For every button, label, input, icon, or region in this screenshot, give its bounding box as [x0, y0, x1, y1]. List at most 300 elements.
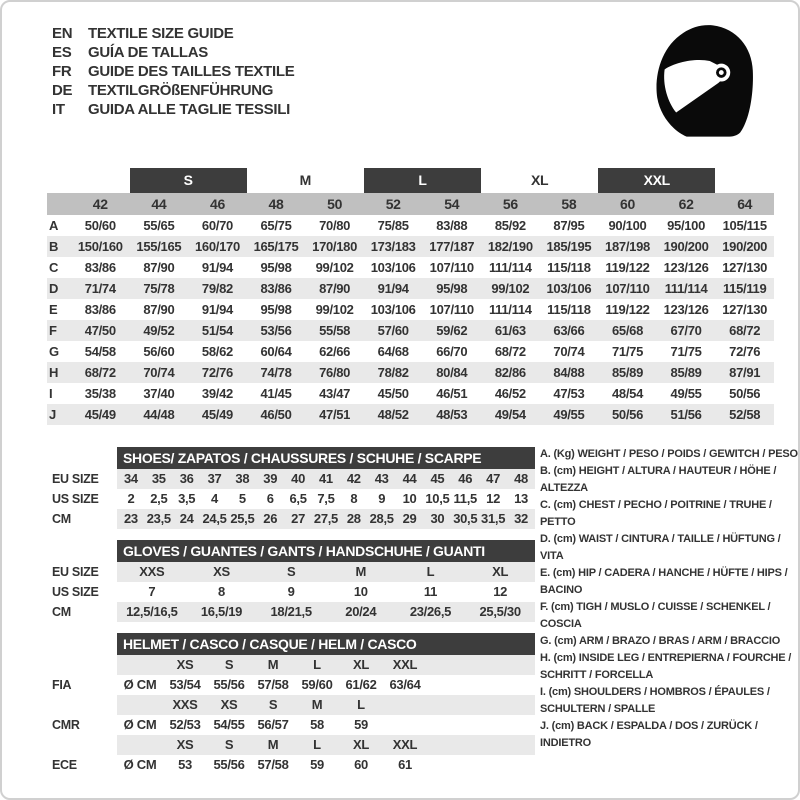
measurement-cell: 87/95: [553, 218, 585, 233]
measurement-cell: 91/94: [201, 260, 233, 275]
shoes-us-cell: 2,5: [145, 489, 173, 509]
measurement-cell: 60/70: [201, 218, 233, 233]
measurement-cell: 85/92: [494, 218, 526, 233]
shoes-us-cell: 7,5: [312, 489, 340, 509]
measurement-cell: 53/56: [247, 320, 306, 341]
measurement-cell: 105/115: [722, 218, 767, 233]
measurement-cell: 74/78: [247, 362, 306, 383]
measurement-cell: 190/200: [657, 236, 716, 257]
shoes-us-cell: 10,5: [423, 489, 451, 509]
table-row: [47, 341, 774, 362]
measurement-cell: 68/72: [494, 344, 526, 359]
measurement-rows: [47, 215, 774, 425]
row-label-fia: FIA: [47, 675, 117, 695]
measurement-cell: 70/80: [319, 218, 351, 233]
legend-item: F. (cm) TIGH / MUSLO / CUISSE / SCHENKEL / COSCIA: [540, 601, 771, 630]
shoes-cm-cell: 28: [340, 509, 368, 529]
gloves-cm-cell: 23/26,5: [396, 602, 466, 622]
measurement-cell: 47/51: [305, 404, 364, 425]
shoes-eu-cell: 42: [340, 469, 368, 489]
fia-size-cell: L: [295, 655, 339, 675]
measurement-cell: 85/89: [657, 362, 716, 383]
measurement-cell: 182/190: [481, 236, 540, 257]
measurement-cell: 99/102: [481, 278, 540, 299]
measurement-cell: 83/88: [436, 218, 468, 233]
gloves-us-cell: 8: [187, 582, 257, 602]
spacer: [47, 447, 117, 469]
row-label: B: [47, 236, 71, 257]
fia-size-cell: XXL: [383, 655, 427, 675]
measurement-cell: 67/70: [657, 320, 716, 341]
gloves-cm-row: [47, 602, 535, 622]
measurement-cell: 79/82: [188, 278, 247, 299]
measurement-cell: 46/50: [247, 404, 306, 425]
measurement-cell: 48/54: [611, 386, 644, 401]
lang-row-de: [52, 81, 294, 100]
measurement-cell: 54/58: [84, 344, 116, 359]
ece-value-cell: 53: [163, 755, 207, 775]
spacer: [47, 633, 117, 655]
page-title-it: GUIDA ALLE TAGLIE TESSILI: [88, 101, 290, 118]
measurement-cell: 190/200: [715, 236, 774, 257]
measurement-cell: 49/52: [130, 320, 189, 341]
size-header-cell: 48: [247, 193, 306, 215]
legend-item: A. (Kg) WEIGHT / PESO / POIDS / GEWITCH / PESO: [540, 448, 798, 460]
measurement-cell: 87/91: [715, 362, 774, 383]
ece-value-cell: [427, 755, 535, 775]
measurement-cell: 55/65: [143, 218, 175, 233]
measurement-cell: 58/62: [201, 344, 233, 359]
shoes-section-title: SHOES/ ZAPATOS / CHAUSSURES / SCHUHE / SCARPE: [117, 447, 535, 469]
measurement-cell: 39/42: [201, 386, 233, 401]
measurement-cell: 187/198: [598, 236, 657, 257]
diameter-label: Ø CM: [117, 715, 163, 735]
ece-value-cell: 57/58: [251, 755, 295, 775]
gloves-us-cell: 7: [117, 582, 187, 602]
row-label-cm: CM: [47, 509, 117, 529]
gloves-us-cell: 12: [465, 582, 535, 602]
measurement-cell: 119/122: [605, 302, 650, 317]
measurement-cell: 62/66: [319, 344, 351, 359]
size-header-cell: 46: [188, 193, 247, 215]
size-group-s: S: [130, 168, 247, 193]
ece-sizes-row: [47, 735, 535, 755]
measurement-cell: 46/52: [494, 386, 526, 401]
fia-size-cell: XL: [339, 655, 383, 675]
spacer: [117, 655, 163, 675]
shoes-us-cell: 8: [340, 489, 368, 509]
gloves-cm-cell: 25,5/30: [465, 602, 535, 622]
measurement-cell: 155/165: [130, 236, 189, 257]
ece-size-cell: XXL: [383, 735, 427, 755]
measurement-cell: 103/106: [370, 302, 416, 317]
measurement-cell: 165/175: [247, 236, 306, 257]
table-row: [47, 404, 774, 425]
measurement-cell: 63/66: [540, 320, 599, 341]
spacer: [715, 168, 774, 193]
spacer: [47, 735, 117, 755]
shoes-eu-cell: 46: [451, 469, 479, 489]
gloves-cm-cell: 20/24: [326, 602, 396, 622]
gloves-eu-cell: XS: [187, 562, 257, 582]
size-header-cell: 64: [715, 193, 774, 215]
row-label: E: [49, 302, 58, 317]
measurement-cell: 115/119: [715, 278, 774, 299]
measurement-cell: 65/68: [598, 320, 657, 341]
gloves-eu-cell: XL: [465, 562, 535, 582]
lang-row-it: [52, 100, 294, 119]
measurement-cell: 71/75: [611, 344, 644, 359]
lang-code: DE: [52, 82, 73, 99]
page-title-fr: GUIDE DES TAILLES TEXTILE: [88, 63, 295, 80]
measurement-cell: 111/114: [488, 302, 532, 317]
size-header-cell: 62: [657, 193, 716, 215]
shoes-cm-cell: 30: [423, 509, 451, 529]
row-label: G: [49, 344, 59, 359]
measurement-cell: 45/49: [188, 404, 247, 425]
measurement-cell: 75/78: [130, 278, 189, 299]
measurement-cell: 50/56: [729, 386, 761, 401]
spacer: [117, 735, 163, 755]
measurement-cell: 95/98: [260, 302, 292, 317]
measurement-cell: 173/183: [364, 236, 423, 257]
legend-item: J. (cm) BACK / ESPALDA / DOS / ZURÜCK / INDIETRO: [540, 720, 758, 749]
legend-item: H. (cm) INSIDE LEG / ENTREPIERNA / FOURCHE / SCHRITT / FORCELLA: [540, 652, 792, 681]
legend-item: D. (cm) WAIST / CINTURA / TAILLE / HÜFTUNG / VITA: [540, 533, 781, 562]
legend-item: B. (cm) HEIGHT / ALTURA / HAUTEUR / HÖHE / ALTEZZA: [540, 465, 777, 494]
measurement-cell: 52/58: [715, 404, 774, 425]
shoes-us-cell: 5: [228, 489, 256, 509]
measurement-cell: 49/54: [481, 404, 540, 425]
row-label-eu-size: EU SIZE: [47, 562, 117, 582]
gloves-section-title: GLOVES / GUANTES / GANTS / HANDSCHUHE / GUANTI: [117, 540, 535, 562]
measurement-cell: 160/170: [188, 236, 247, 257]
measurement-cell: 48/52: [364, 404, 423, 425]
measurement-cell: 84/88: [540, 362, 599, 383]
measurement-cell: 99/102: [315, 260, 354, 275]
gloves-us-cell: 10: [326, 582, 396, 602]
shoes-cm-cell: 23,5: [145, 509, 173, 529]
size-header-cell: 56: [481, 193, 540, 215]
table-row: [47, 278, 774, 299]
fia-size-cell: S: [207, 655, 251, 675]
row-label: J: [47, 404, 71, 425]
measurement-cell: 91/94: [364, 278, 423, 299]
shoes-eu-cell: 38: [228, 469, 256, 489]
lang-code: EN: [52, 25, 73, 42]
textile-size-table: [47, 168, 774, 425]
measurement-cell: 51/54: [188, 320, 247, 341]
fia-sizes-row: [47, 655, 535, 675]
lang-code: FR: [52, 63, 72, 80]
measurement-cell: 85/89: [598, 362, 657, 383]
size-header-cell: 42: [71, 193, 130, 215]
measurement-cell: 83/86: [84, 302, 116, 317]
gloves-us-cell: 9: [256, 582, 326, 602]
measurement-cell: 35/38: [84, 386, 116, 401]
cmr-sizes-row: [47, 695, 535, 715]
measurement-cell: 75/85: [377, 218, 409, 233]
shoes-eu-cell: 36: [173, 469, 201, 489]
measurement-cell: 51/56: [657, 404, 716, 425]
gloves-us-row: [47, 582, 535, 602]
legend-item: G. (cm) ARM / BRAZO / BRAS / ARM / BRACCIO: [540, 635, 781, 647]
measurement-cell: 76/80: [305, 362, 364, 383]
spacer: [47, 168, 71, 193]
cmr-value-cell: 58: [295, 715, 339, 735]
shoes-us-cell: 9: [368, 489, 396, 509]
measurement-cell: 95/98: [422, 278, 481, 299]
lang-row-en: [52, 24, 294, 43]
table-row: [47, 383, 774, 404]
gloves-size-table: [47, 540, 535, 622]
gloves-eu-cell: XXS: [117, 562, 187, 582]
row-label: D: [47, 278, 71, 299]
spacer: [71, 168, 130, 193]
fia-size-cell: XS: [163, 655, 207, 675]
measurement-cell: 50/60: [84, 218, 116, 233]
cmr-value-cell: 59: [339, 715, 383, 735]
size-header-cell: 50: [305, 193, 364, 215]
measurement-cell: 46/51: [436, 386, 468, 401]
row-label-cm: CM: [47, 602, 117, 622]
diameter-label: Ø CM: [117, 675, 163, 695]
measurement-cell: 87/90: [305, 278, 364, 299]
measurement-cell: 111/114: [657, 278, 716, 299]
fia-value-cell: 61/62: [339, 675, 383, 695]
spacer: [47, 540, 117, 562]
cmr-size-cell: XS: [207, 695, 251, 715]
shoes-cm-cell: 27,5: [312, 509, 340, 529]
measurement-legend: [540, 446, 798, 752]
shoes-cm-cell: 24,5: [201, 509, 229, 529]
shoes-eu-cell: 47: [479, 469, 507, 489]
measurement-cell: 87/90: [143, 302, 175, 317]
racing-helmet-icon: [652, 22, 757, 140]
measurement-cell: 177/187: [422, 236, 481, 257]
shoes-cm-cell: 27: [284, 509, 312, 529]
measurement-cell: 87/90: [143, 260, 175, 275]
shoes-cm-row: [47, 509, 535, 529]
shoes-cm-cell: 31,5: [479, 509, 507, 529]
shoes-us-cell: 3,5: [173, 489, 201, 509]
shoes-eu-cell: 41: [312, 469, 340, 489]
ece-value-cell: 55/56: [207, 755, 251, 775]
measurement-cell: 107/110: [429, 302, 474, 317]
size-header-cell: 54: [422, 193, 481, 215]
spacer: [47, 655, 117, 675]
page-title: TEXTILE SIZE GUIDE: [88, 25, 234, 42]
measurement-cell: 170/180: [305, 236, 364, 257]
measurement-cell: 115/118: [547, 302, 591, 317]
measurement-cell: 95/100: [667, 218, 706, 233]
cmr-size-cell: XXS: [163, 695, 207, 715]
ece-value-cell: 59: [295, 755, 339, 775]
measurement-cell: 185/195: [540, 236, 599, 257]
measurement-cell: 70/74: [130, 362, 189, 383]
gloves-eu-cell: M: [326, 562, 396, 582]
measurement-cell: 56/60: [143, 344, 175, 359]
measurement-cell: 37/40: [143, 386, 175, 401]
size-group-xxl: XXL: [598, 168, 715, 193]
ece-size-cell: L: [295, 735, 339, 755]
fia-size-cell: [427, 655, 535, 675]
measurement-cell: 61/63: [481, 320, 540, 341]
measurement-cell: 95/98: [260, 260, 292, 275]
measurement-cell: 47/53: [553, 386, 585, 401]
row-label-eu-size: EU SIZE: [47, 469, 117, 489]
shoes-us-cell: 10: [396, 489, 424, 509]
measurement-cell: 83/86: [84, 260, 116, 275]
measurement-cell: 71/75: [670, 344, 702, 359]
row-label: A: [49, 218, 59, 233]
ece-size-cell: [427, 735, 535, 755]
size-group-row: [47, 168, 774, 193]
shoes-eu-cell: 48: [507, 469, 535, 489]
measurement-cell: 50/56: [598, 404, 657, 425]
spacer: [117, 695, 163, 715]
cmr-size-cell: L: [339, 695, 383, 715]
size-header-cell: 44: [130, 193, 189, 215]
fia-value-cell: 53/54: [163, 675, 207, 695]
cmr-value-cell: 52/53: [163, 715, 207, 735]
fia-value-cell: 63/64: [383, 675, 427, 695]
lang-row-fr: [52, 62, 294, 81]
legend-item: E. (cm) HIP / CADERA / HANCHE / HÜFTE / HIPS / BACINO: [540, 567, 788, 596]
ece-value-cell: 60: [339, 755, 383, 775]
size-group-m: M: [247, 168, 364, 193]
page-title-de: TEXTILGRÖßENFÜHRUNG: [88, 82, 274, 99]
cmr-size-cell: M: [295, 695, 339, 715]
shoes-us-cell: 4: [201, 489, 229, 509]
fia-size-cell: M: [251, 655, 295, 675]
measurement-cell: 115/118: [547, 260, 591, 275]
shoes-cm-cell: 25,5: [228, 509, 256, 529]
measurement-cell: 55/58: [305, 320, 364, 341]
measurement-cell: 119/122: [605, 260, 650, 275]
shoes-eu-cell: 37: [201, 469, 229, 489]
gloves-eu-cell: S: [256, 562, 326, 582]
measurement-cell: 107/110: [598, 278, 657, 299]
measurement-cell: 71/74: [71, 278, 130, 299]
shoes-us-row: [47, 489, 535, 509]
shoes-us-cell: 13: [507, 489, 535, 509]
cmr-value-cell: [427, 715, 535, 735]
measurement-cell: 68/72: [715, 320, 774, 341]
cmr-value-cell: 54/55: [207, 715, 251, 735]
size-group-l: L: [364, 168, 481, 193]
shoes-cm-cell: 30,5: [451, 509, 479, 529]
cmr-value-cell: [383, 715, 427, 735]
measurement-cell: 66/70: [436, 344, 468, 359]
ece-size-cell: M: [251, 735, 295, 755]
measurement-cell: 82/86: [481, 362, 540, 383]
row-label-ece: ECE: [47, 755, 117, 775]
measurement-cell: 57/60: [364, 320, 423, 341]
measurement-cell: 64/68: [377, 344, 409, 359]
measurement-cell: 41/45: [260, 386, 292, 401]
measurement-cell: 127/130: [722, 260, 768, 275]
measurement-cell: 72/76: [188, 362, 247, 383]
shoes-eu-cell: 45: [423, 469, 451, 489]
shoes-us-cell: 12: [479, 489, 507, 509]
shoes-eu-cell: 43: [368, 469, 396, 489]
row-label-us-size: US SIZE: [47, 489, 117, 509]
measurement-cell: 99/102: [315, 302, 354, 317]
size-header-cell: 60: [598, 193, 657, 215]
size-header-cell: 52: [364, 193, 423, 215]
shoes-eu-cell: 40: [284, 469, 312, 489]
measurement-cell: 80/84: [422, 362, 481, 383]
gloves-us-cell: 11: [396, 582, 466, 602]
measurement-cell: 65/75: [260, 218, 292, 233]
fia-value-cell: [427, 675, 535, 695]
shoes-cm-cell: 32: [507, 509, 535, 529]
shoes-eu-cell: 44: [396, 469, 424, 489]
table-row: [47, 299, 774, 320]
row-label-us-size: US SIZE: [47, 582, 117, 602]
helmet-section-title: HELMET / CASCO / CASQUE / HELM / CASCO: [117, 633, 535, 655]
cmr-size-cell: [427, 695, 535, 715]
measurement-cell: 150/160: [71, 236, 130, 257]
gloves-cm-cell: 12,5/16,5: [117, 602, 187, 622]
table-row: [47, 320, 774, 341]
size-group-xl: XL: [481, 168, 598, 193]
measurement-cell: 59/62: [422, 320, 481, 341]
spacer: [47, 193, 71, 215]
helmet-header-row: [47, 633, 535, 655]
size-header-row: [47, 193, 774, 215]
legend-item: I. (cm) SHOULDERS / HOMBROS / ÉPAULES / SCHULTERN / SPALLE: [540, 686, 770, 715]
measurement-cell: 47/50: [71, 320, 130, 341]
shoes-us-cell: 11,5: [451, 489, 479, 509]
shoes-us-cell: 2: [117, 489, 145, 509]
size-header-cell: 58: [540, 193, 599, 215]
measurement-cell: 111/114: [488, 260, 532, 275]
cmr-size-cell: [383, 695, 427, 715]
measurement-cell: 107/110: [429, 260, 474, 275]
shoes-cm-cell: 23: [117, 509, 145, 529]
cmr-values-row: [47, 715, 535, 735]
row-label: F: [47, 320, 71, 341]
shoes-eu-cell: 34: [117, 469, 145, 489]
cmr-size-cell: S: [251, 695, 295, 715]
measurement-cell: 72/76: [729, 344, 761, 359]
row-label: I: [49, 386, 53, 401]
shoes-cm-cell: 29: [396, 509, 424, 529]
lang-code: IT: [52, 101, 65, 118]
table-row: [47, 362, 774, 383]
diameter-label: Ø CM: [117, 755, 163, 775]
ece-size-cell: XS: [163, 735, 207, 755]
measurement-cell: 78/82: [364, 362, 423, 383]
page-title-es: GUÍA DE TALLAS: [88, 44, 208, 61]
gloves-header-row: [47, 540, 535, 562]
measurement-cell: 68/72: [71, 362, 130, 383]
gloves-cm-cell: 18/21,5: [256, 602, 326, 622]
helmet-size-table: [47, 633, 535, 775]
ece-size-cell: S: [207, 735, 251, 755]
measurement-cell: 103/106: [370, 260, 416, 275]
measurement-cell: 83/86: [247, 278, 306, 299]
measurement-cell: 60/64: [260, 344, 292, 359]
shoes-size-table: [47, 447, 535, 529]
shoes-eu-cell: 39: [256, 469, 284, 489]
measurement-cell: 48/53: [422, 404, 481, 425]
measurement-cell: 44/48: [130, 404, 189, 425]
ece-size-cell: XL: [339, 735, 383, 755]
measurement-cell: 90/100: [608, 218, 647, 233]
